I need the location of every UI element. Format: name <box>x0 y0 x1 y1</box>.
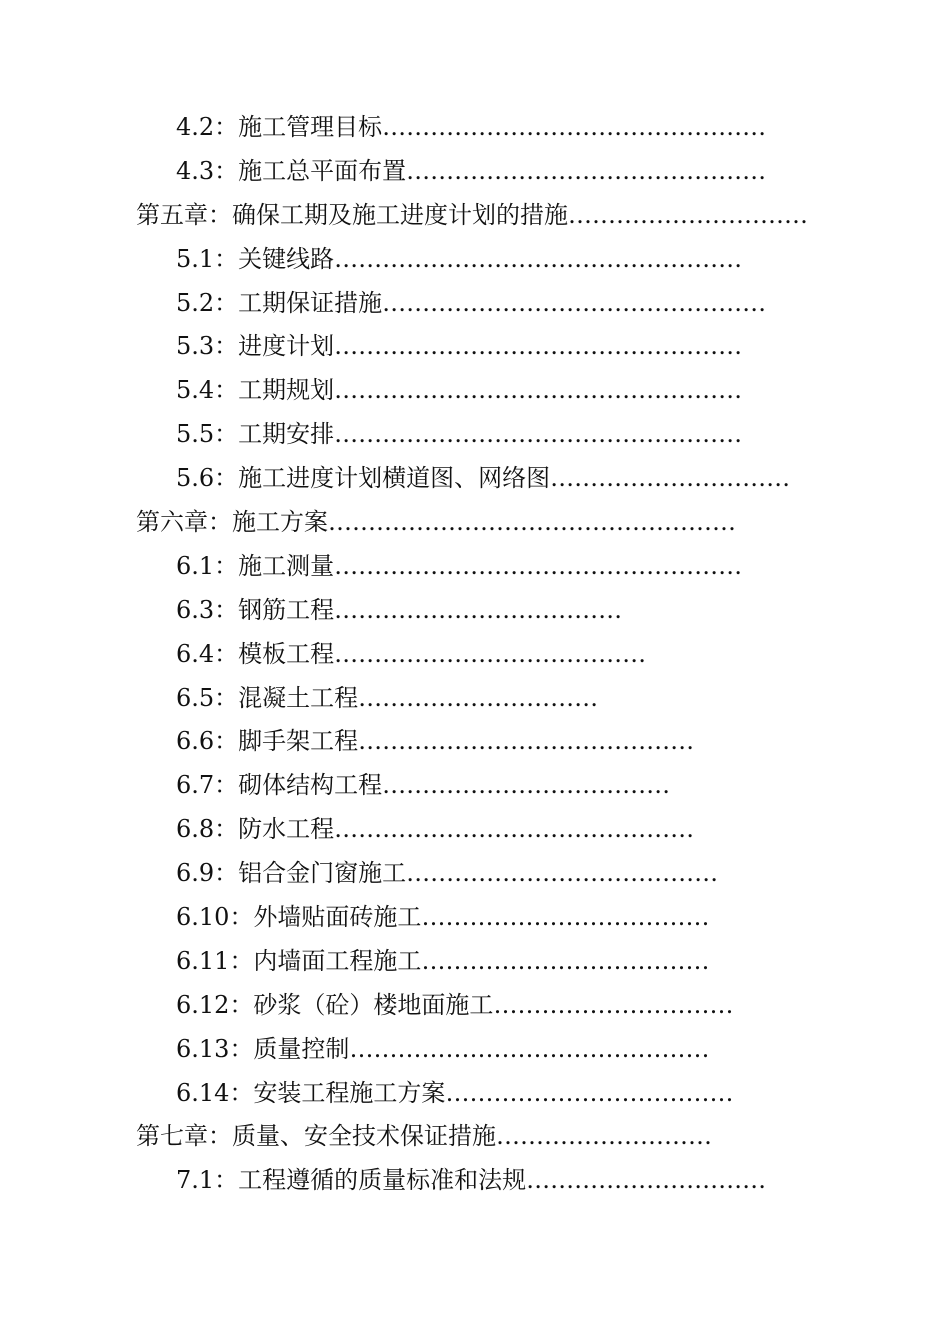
toc-entry-title: 4.3：施工总平面布置 <box>176 156 407 185</box>
toc-entry-title: 6.11：内墙面工程施工 <box>176 946 422 975</box>
toc-entry-4-2 <box>0 106 950 150</box>
toc-leader-dots: ……………………………… <box>382 771 671 800</box>
toc-entry-6-4 <box>0 633 950 677</box>
toc-leader-dots: …………………………………………… <box>334 332 743 361</box>
toc-entry-title: 6.8：防水工程 <box>176 815 335 844</box>
toc-entry-title: 6.14：安装工程施工方案 <box>176 1078 446 1107</box>
toc-leader-dots: …………………………………………… <box>334 420 743 449</box>
toc-leader-dots: ……………………………………… <box>349 1034 710 1063</box>
toc-leader-dots: ………………………………… <box>334 639 647 668</box>
toc-leader-dots: ………………………………………… <box>382 113 767 141</box>
toc-entry-6-7 <box>0 764 950 808</box>
toc-leader-dots: ……………………………………… <box>406 156 767 185</box>
toc-entry-title: 6.6：脚手架工程 <box>176 727 359 756</box>
toc-chapter-title: 第七章：质量、安全技术保证措施 <box>136 1122 496 1151</box>
toc-entry-5-3 <box>0 325 950 369</box>
toc-entry-6-8 <box>0 808 950 852</box>
toc-leader-dots: …………………………………………… <box>334 376 743 405</box>
toc-entry-title: 4.2：施工管理目标 <box>176 113 383 141</box>
toc-chapter-7 <box>0 1115 950 1159</box>
toc-entry-title: 6.12：砂浆（砼）楼地面施工 <box>176 990 494 1019</box>
toc-leader-dots: ………………………… <box>493 990 734 1019</box>
toc-entry-5-5 <box>0 413 950 457</box>
toc-leader-dots: ……………………… <box>496 1122 712 1151</box>
toc-entry-6-1 <box>0 545 950 589</box>
toc-chapter-6 <box>0 501 950 545</box>
toc-leader-dots: ……………………………… <box>421 903 710 932</box>
toc-entry-5-1 <box>0 238 950 282</box>
toc-entry-title: 5.6：施工进度计划横道图、网络图 <box>176 464 551 493</box>
toc-entry-6-10 <box>0 896 950 940</box>
toc-leader-dots: …………………………………………… <box>328 508 736 537</box>
toc-entry-title: 6.13：质量控制 <box>176 1034 350 1063</box>
toc-entry-6-6 <box>0 720 950 764</box>
toc-entry-title: 6.4：模板工程 <box>176 639 335 668</box>
toc-entry-6-5 <box>0 677 950 721</box>
table-of-contents <box>0 106 950 1203</box>
toc-leader-dots: …………………………………………… <box>334 551 743 580</box>
toc-leader-dots: ………………………… <box>358 683 599 712</box>
toc-leader-dots: ………………………… <box>550 464 791 493</box>
toc-entry-6-9 <box>0 852 950 896</box>
toc-leader-dots: ……………………………… <box>421 946 710 975</box>
toc-entry-title: 5.4：工期规划 <box>176 376 335 405</box>
toc-entry-6-11 <box>0 940 950 984</box>
toc-entry-7-1 <box>0 1159 950 1203</box>
toc-entry-title: 6.9：铝合金门窗施工 <box>176 859 407 888</box>
toc-leader-dots: ………………………………… <box>406 859 719 888</box>
toc-leader-dots: …………………………………………… <box>334 244 743 273</box>
toc-entry-5-4 <box>0 369 950 413</box>
toc-entry-title: 5.1：关键线路 <box>176 244 335 273</box>
toc-entry-title: 6.5：混凝土工程 <box>176 683 359 712</box>
toc-entry-title: 5.5：工期安排 <box>176 420 335 449</box>
toc-leader-dots: ……………………………… <box>334 595 623 624</box>
toc-entry-title: 6.1：施工测量 <box>176 551 335 580</box>
toc-entry-4-3 <box>0 150 950 194</box>
toc-entry-title: 5.2：工期保证措施 <box>176 288 383 317</box>
toc-chapter-5 <box>0 194 950 238</box>
toc-entry-title: 7.1：工程遵循的质量标准和法规 <box>176 1166 527 1195</box>
toc-leader-dots: ………………………………………… <box>382 288 767 317</box>
toc-chapter-title: 第五章：确保工期及施工进度计划的措施 <box>136 200 568 229</box>
toc-leader-dots: ………………………… <box>568 200 808 229</box>
toc-entry-title: 6.10：外墙贴面砖施工 <box>176 903 422 932</box>
toc-entry-title: 5.3：进度计划 <box>176 332 335 361</box>
toc-leader-dots: ……………………………… <box>445 1078 734 1107</box>
toc-leader-dots: ……………………………………… <box>334 815 695 844</box>
toc-entry-6-3 <box>0 589 950 633</box>
toc-entry-5-6 <box>0 457 950 501</box>
toc-entry-6-12 <box>0 984 950 1028</box>
toc-entry-title: 6.3：钢筋工程 <box>176 595 335 624</box>
toc-entry-6-14 <box>0 1072 950 1116</box>
toc-entry-title: 6.7：砌体结构工程 <box>176 771 383 800</box>
toc-leader-dots: …………………………………… <box>358 727 695 756</box>
toc-leader-dots: ………………………… <box>526 1166 767 1195</box>
toc-chapter-title: 第六章：施工方案 <box>136 508 328 537</box>
toc-entry-5-2 <box>0 282 950 326</box>
toc-entry-6-13 <box>0 1028 950 1072</box>
